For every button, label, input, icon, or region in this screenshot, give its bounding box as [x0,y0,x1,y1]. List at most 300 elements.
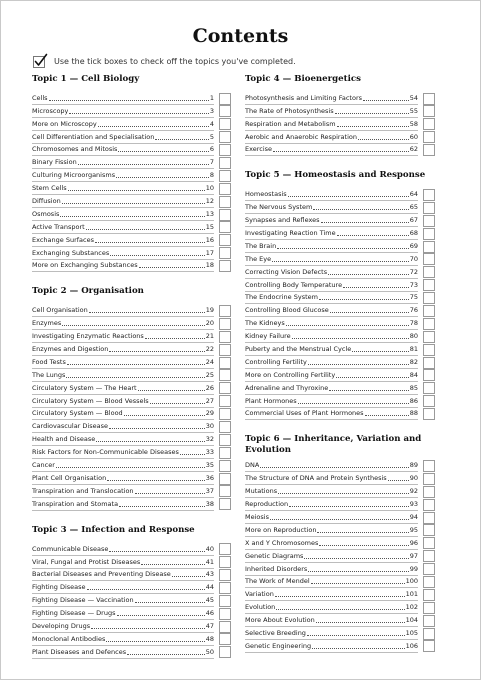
tick-checkbox[interactable] [423,512,435,524]
contents-entry [245,408,435,421]
tick-checkbox[interactable] [219,221,231,233]
contents-entry [32,395,231,408]
tick-checkbox[interactable] [219,608,231,620]
tick-checkbox[interactable] [423,344,435,356]
topic-section [245,434,435,652]
tick-checkbox[interactable] [423,93,435,105]
dot-leader [335,113,409,114]
entry-title: Transpiration and Translocation [32,486,134,495]
tick-checkbox[interactable] [219,447,231,459]
contents-entry [245,266,435,279]
contents-entry [32,330,231,343]
tick-checkbox[interactable] [219,209,231,221]
contents-entry [32,131,231,144]
tick-checkbox[interactable] [423,486,435,498]
dot-leader [141,564,204,565]
entry-line [32,420,214,433]
tick-checkbox[interactable] [423,395,435,407]
tick-checkbox[interactable] [219,646,231,658]
page-number: 95 [409,525,418,534]
page-number: 99 [409,564,418,573]
page-number: 84 [409,370,418,379]
contents-entry [245,524,435,537]
entry-line [245,627,418,640]
dot-leader [78,164,209,165]
entry-title: The Nervous System [245,203,313,212]
tick-checkbox[interactable] [423,408,435,420]
page-number: 29 [205,409,214,418]
tick-checkbox[interactable] [219,357,231,369]
entry-line [245,356,418,369]
entry-title: Diffusion [32,197,61,206]
page-number: 96 [409,538,418,547]
contents-entry [32,182,231,195]
dot-leader [89,312,205,313]
contents-entry [32,498,231,511]
tick-checkbox[interactable] [423,524,435,536]
contents-entry [245,131,435,144]
tick-checkbox[interactable] [219,543,231,555]
page-number: 19 [205,306,214,315]
entry-title: Synapses and Reflexes [245,216,320,225]
dot-leader [337,126,409,127]
contents-entry [32,569,231,582]
contents-entry [245,601,435,614]
entry-line [245,369,418,382]
entry-title: Investigating Reaction Time [245,229,336,238]
entry-title: Osmosis [32,209,60,218]
contents-entry [32,369,231,382]
page-number: 69 [409,241,418,250]
tick-checkbox[interactable] [423,589,435,601]
tick-checkbox[interactable] [423,253,435,265]
entry-line [245,576,418,589]
tick-checkbox[interactable] [423,615,435,627]
tick-checkbox[interactable] [219,234,231,246]
page-number: 47 [205,621,214,630]
contents-entry [32,556,231,569]
page-number: 94 [409,512,418,521]
dot-leader [67,364,205,365]
entry-title: Communicable Disease [32,544,109,553]
entry-title: Active Transport [32,222,85,231]
tick-checkbox[interactable] [423,215,435,227]
entry-line [32,408,214,421]
entry-title: Cells [32,93,48,102]
dot-leader [275,596,405,597]
entry-line [32,182,214,195]
tick-checkbox[interactable] [219,556,231,568]
entry-line [32,234,214,247]
contents-entry [32,485,231,498]
entry-title: Enzymes and Digestion [32,345,109,354]
dot-leader [317,532,408,533]
page-number: 1 [209,93,214,102]
page-number: 16 [205,235,214,244]
entry-line [245,188,418,201]
page-number: 38 [205,499,214,508]
entry-title: Food Tests [32,357,66,366]
entry-title: Controlling Body Temperature [245,280,343,289]
page-number: 4 [209,119,214,128]
tick-checkbox[interactable] [423,292,435,304]
contents-entry [32,459,231,472]
entry-line [32,131,214,144]
tick-checkbox[interactable] [423,550,435,562]
dot-leader [343,287,409,288]
entry-title: More About Evolution [245,616,315,625]
dot-leader [308,571,408,572]
entry-title: The Rate of Photosynthesis [245,106,334,115]
tick-checkbox[interactable] [423,202,435,214]
tick-checkbox[interactable] [423,576,435,588]
dot-leader [270,519,409,520]
topic-title: Topic 4 — Bioenergetics [245,74,361,84]
tick-checkbox[interactable] [219,569,231,581]
tick-checkbox[interactable] [423,460,435,472]
entry-line [245,524,418,537]
page-number: 54 [409,93,418,102]
topic-section [32,74,231,272]
contents-entry [245,279,435,292]
entry-line [32,646,214,659]
entry-line [245,266,418,279]
entry-title: Binary Fission [32,158,77,167]
entry-title: More on Microscopy [32,119,97,128]
tick-checkbox[interactable] [423,473,435,485]
tick-checkbox[interactable] [219,582,231,594]
dot-leader [180,454,205,455]
dot-leader [116,177,209,178]
entry-title: Circulatory System — The Heart [32,383,137,392]
entry-title: Cancer [32,461,55,470]
contents-entry [245,369,435,382]
tick-checkbox[interactable] [219,473,231,485]
entry-title: Risk Factors for Non-Communicable Diseases [32,448,179,457]
topic-section [32,525,231,659]
dot-leader [273,151,409,152]
entry-line [245,253,418,266]
page-number: 67 [409,216,418,225]
entry-line [245,382,418,395]
page-number: 43 [205,570,214,579]
tick-checkbox[interactable] [219,131,231,143]
tick-checkbox[interactable] [219,382,231,394]
tick-checkbox[interactable] [423,640,435,652]
page-number: 27 [205,396,214,405]
entry-title: Genetic Engineering [245,641,312,650]
page-number: 89 [409,461,418,470]
tick-checkbox[interactable] [219,434,231,446]
page-number: 72 [409,267,418,276]
page-number: 12 [205,197,214,206]
tick-checkbox[interactable] [423,266,435,278]
page-number: 18 [205,261,214,270]
entry-title: More on Reproduction [245,525,317,534]
entry-title: Kidney Failure [245,332,291,341]
entry-line [32,221,214,234]
entry-title: Plant Hormones [245,396,297,405]
page-number: 36 [205,473,214,482]
tick-checkbox[interactable] [423,279,435,291]
tick-checkbox[interactable] [219,144,231,156]
page-title: Contents [192,25,289,47]
entry-line [245,214,418,227]
entry-title: More on Controlling Fertility [245,370,336,379]
dot-leader [363,100,409,101]
contents-entry [32,105,231,118]
entry-line [245,343,418,356]
tick-checkbox[interactable] [219,157,231,169]
page-number: 46 [205,609,214,618]
entry-line [32,581,214,594]
contents-entry [32,343,231,356]
entry-line [32,472,214,485]
entry-title: Circulatory System — Blood Vessels [32,396,149,405]
page-number: 41 [205,557,214,566]
entry-line [32,169,214,182]
entry-title: The Eye [245,254,272,263]
tick-checkbox[interactable] [423,331,435,343]
tick-checkbox[interactable] [219,421,231,433]
entry-line [245,588,418,601]
page-number: 24 [205,357,214,366]
dot-leader [311,583,405,584]
page-number: 97 [409,551,418,560]
contents-entry [32,118,231,131]
contents-entry [32,646,231,659]
entry-title: Monoclonal Antibodies [32,634,106,643]
page-number: 58 [409,119,418,128]
page-number: 30 [205,422,214,431]
entry-title: Inherited Disorders [245,564,308,573]
tick-checkbox[interactable] [423,144,435,156]
tick-checkbox[interactable] [219,118,231,130]
tick-checkbox[interactable] [219,344,231,356]
contents-entry [32,633,231,646]
topic-section [245,74,435,156]
dot-leader [150,403,205,404]
page-number: 68 [409,229,418,238]
tick-checkbox[interactable] [423,563,435,575]
entry-title: Homeostasis [245,190,287,199]
checkmark-icon [32,53,48,69]
entry-line [32,195,214,208]
entry-title: The Endocrine System [245,293,318,302]
tick-checkbox[interactable] [423,118,435,130]
contents-entry [245,382,435,395]
tick-checkbox[interactable] [219,395,231,407]
entry-line [32,260,214,273]
tick-checkbox[interactable] [423,241,435,253]
page-number: 70 [409,254,418,263]
entry-line [245,550,418,563]
tick-checkbox[interactable] [423,131,435,143]
dot-leader [96,441,204,442]
tick-checkbox[interactable] [219,318,231,330]
entry-line [32,433,214,446]
entry-title: Exchange Surfaces [32,235,94,244]
entry-title: Enzymes [32,319,62,328]
tick-checkbox[interactable] [219,485,231,497]
page-number: 17 [205,248,214,257]
page-number: 33 [205,448,214,457]
tick-checkbox[interactable] [423,369,435,381]
contents-entry [32,433,231,446]
contents-entry [32,408,231,421]
tick-checkbox[interactable] [219,498,231,510]
entry-line [245,144,418,157]
dot-leader [56,467,205,468]
entry-title: More on Exchanging Substances [32,261,138,270]
tick-checkbox[interactable] [423,105,435,117]
contents-entry [245,640,435,653]
contents-entry [245,356,435,369]
contents-entry [32,247,231,260]
entry-title: Plant Diseases and Defences [32,647,127,656]
contents-entry [245,188,435,201]
dot-leader [352,351,408,352]
entry-line [245,601,418,614]
tick-checkbox[interactable] [423,189,435,201]
contents-entry [245,395,435,408]
dot-leader [107,480,205,481]
contents-entry [245,227,435,240]
tick-checkbox[interactable] [219,105,231,117]
page-number: 32 [205,435,214,444]
tick-checkbox[interactable] [219,170,231,182]
tick-checkbox[interactable] [219,621,231,633]
dot-leader [86,229,205,230]
tick-checkbox[interactable] [219,260,231,272]
tick-checkbox[interactable] [219,595,231,607]
tick-checkbox[interactable] [423,499,435,511]
page-number: 7 [209,158,214,167]
tick-checkbox[interactable] [423,357,435,369]
entry-line [32,446,214,459]
page-number: 62 [409,145,418,154]
tick-checkbox[interactable] [219,408,231,420]
entry-title: Investigating Enzymatic Reactions [32,332,144,341]
page-number: 45 [205,596,214,605]
page-number: 100 [405,577,418,586]
contents-entry [245,498,435,511]
tick-checkbox[interactable] [219,247,231,259]
entry-title: Selective Breeding [245,628,306,637]
tick-checkbox[interactable] [219,460,231,472]
page-number: 101 [405,590,418,599]
page-number: 6 [209,145,214,154]
contents-entry [245,485,435,498]
tick-checkbox[interactable] [219,331,231,343]
entry-line [32,382,214,395]
entry-title: Adrenaline and Thyroxine [245,383,329,392]
entry-title: Microscopy [32,106,69,115]
page-number: 106 [405,641,418,650]
entry-title: The Kidneys [245,319,285,328]
contents-entry [245,214,435,227]
tick-checkbox[interactable] [219,183,231,195]
entry-title: Chromosomes and Mitosis [32,145,118,154]
entry-title: Cardiovascular Disease [32,422,108,431]
tick-checkbox[interactable] [423,602,435,614]
tick-checkbox[interactable] [423,305,435,317]
entry-title: DNA [245,461,260,470]
entry-title: Culturing Microorganisms [32,171,116,180]
tick-checkbox[interactable] [219,93,231,105]
contents-entry [32,594,231,607]
contents-entry [245,614,435,627]
tick-checkbox[interactable] [219,633,231,645]
entry-line [245,330,418,343]
dot-leader [60,216,204,217]
dot-leader [135,493,205,494]
page-number: 104 [405,616,418,625]
tick-checkbox[interactable] [423,382,435,394]
page-number: 21 [205,332,214,341]
contents-entry [245,118,435,131]
page-number: 25 [205,370,214,379]
contents-entry [32,607,231,620]
page-number: 82 [409,357,418,366]
dot-leader [91,628,205,629]
entry-line [32,543,214,556]
entry-line [32,369,214,382]
tick-checkbox[interactable] [423,628,435,640]
dot-leader [260,467,408,468]
contents-entry [245,343,435,356]
dot-leader [330,312,409,313]
tick-checkbox[interactable] [219,305,231,317]
entry-title: Exercise [245,145,273,154]
entry-line [32,247,214,260]
page-number: 22 [205,345,214,354]
entry-line [245,279,418,292]
tick-checkbox[interactable] [219,369,231,381]
tick-checkbox[interactable] [423,318,435,330]
dot-leader [87,589,205,590]
tick-checkbox[interactable] [423,537,435,549]
contents-entry [32,356,231,369]
entry-line [245,131,418,144]
contents-entry [245,459,435,472]
contents-entry [32,221,231,234]
tick-checkbox[interactable] [423,228,435,240]
page-number: 85 [409,383,418,392]
contents-entry [32,92,231,105]
topic-section [245,170,435,420]
dot-leader [337,235,409,236]
dot-leader [276,609,404,610]
page-number: 80 [409,332,418,341]
entry-line [32,156,214,169]
tick-checkbox[interactable] [219,196,231,208]
dot-leader [109,428,205,429]
entry-line [245,304,418,317]
dot-leader [98,126,209,127]
page-number: 86 [409,396,418,405]
contents-entry [32,156,231,169]
entry-title: Commercial Uses of Plant Hormones [245,409,364,418]
dot-leader [127,654,205,655]
entry-title: The Work of Mendel [245,577,310,586]
entry-title: Meiosis [245,512,269,521]
entry-line [32,343,214,356]
dot-leader [155,139,209,140]
entry-line [245,511,418,524]
dot-leader [109,551,204,552]
contents-entry [32,446,231,459]
